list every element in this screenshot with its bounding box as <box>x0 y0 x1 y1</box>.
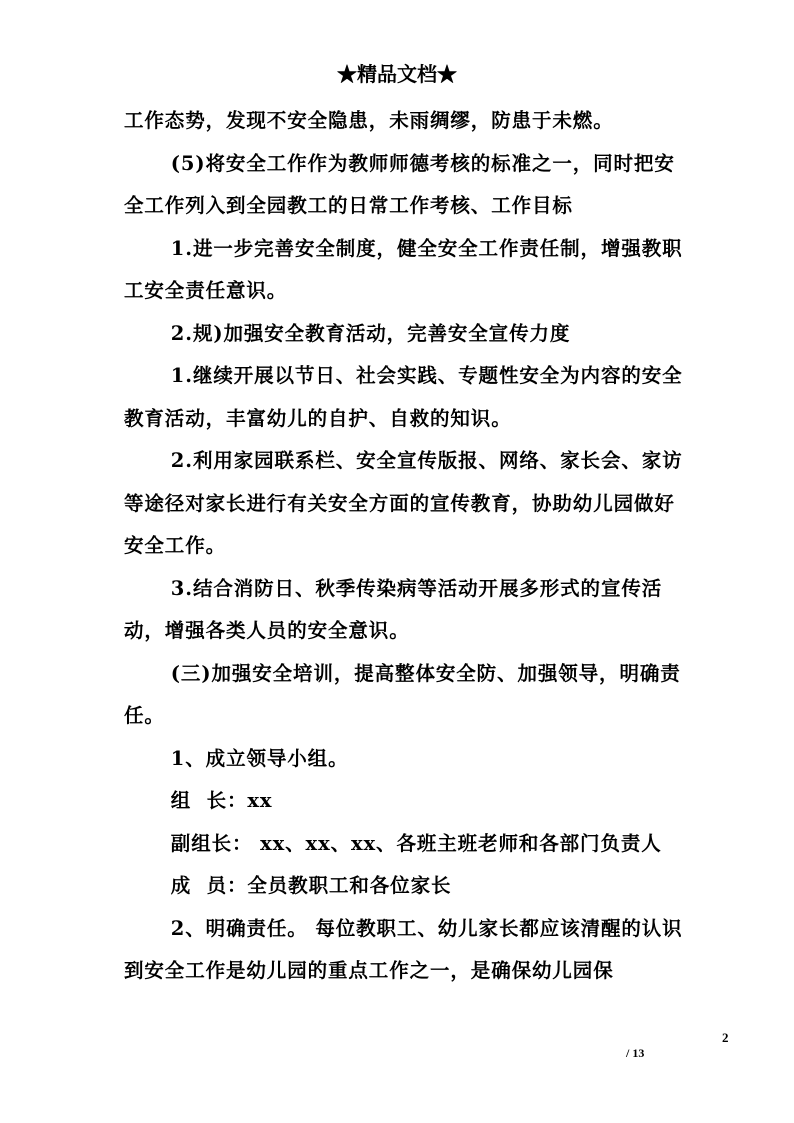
paragraph: 1.进一步完善安全制度，健全安全工作责任制，增强教职工安全责任意识。 <box>124 236 683 302</box>
paragraph: 3.结合消防日、秋季传染病等活动开展多形式的宣传活动，增强各类人员的安全意识。 <box>124 576 663 642</box>
paragraph: 2、明确责任。 每位教职工、幼儿家长都应该清醒的认识到安全工作是幼儿园的重点工作之一，是确保幼儿园保 <box>124 916 683 982</box>
page-number: 2 <box>722 1030 729 1045</box>
paragraph: 1.继续开展以节日、社会实践、专题性安全为内容的安全教育活动，丰富幼儿的自护、自救的知识。 <box>124 364 683 430</box>
paragraph: 组 长：xx <box>170 789 273 812</box>
document-body <box>124 100 684 993</box>
document-header-title: ★精品文档★ <box>337 62 457 86</box>
paragraph: 工作态势，发现不安全隐患，未雨绸缪，防患于未燃。 <box>124 109 614 132</box>
paragraph: (三)加强安全培训，提高整体安全防、加强领导，明确责任。 <box>124 661 681 727</box>
paragraph: 副组长： xx、xx、xx、各班主班老师和各部门负责人 <box>170 831 662 855</box>
paragraph: (5)将安全工作作为教师师德考核的标准之一，同时把安全工作列入到全园教工的日常工作考核、工作目标 <box>124 151 675 217</box>
paragraph: 2.利用家园联系栏、安全宣传版报、网络、家长会、家访等途径对家长进行有关安全方面的宣传教育，协助幼儿园做好安全工作。 <box>124 449 683 557</box>
paragraph: 1、成立领导小组。 <box>170 746 349 770</box>
paragraph: 2.规)加强安全教育活动，完善安全宣传力度 <box>170 321 571 345</box>
page-total: / 13 <box>626 1046 645 1060</box>
paragraph: 成 员：全员教职工和各位家长 <box>170 874 452 897</box>
